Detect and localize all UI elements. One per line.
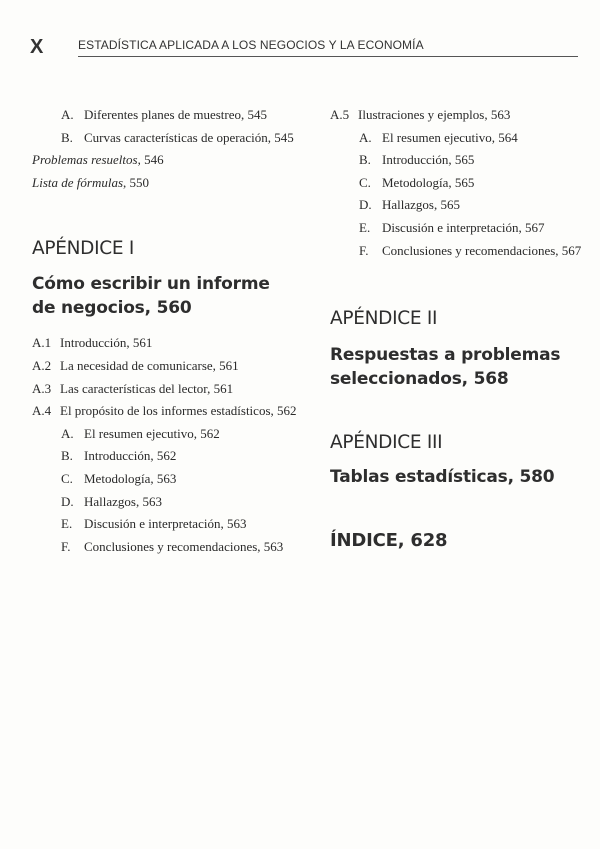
toc-entry: A.4 El propósito de los informes estadísticos, 562 (32, 403, 297, 419)
toc-subentry: A. El resumen ejecutivo, 562 (61, 425, 220, 441)
toc-entry: A.2 La necesidad de comunicarse, 561 (32, 357, 239, 373)
right-column (330, 104, 590, 553)
toc-subentry: F. Conclusiones y recomendaciones, 567 (359, 242, 582, 258)
header-rule (78, 56, 578, 57)
appendix-1-title-line2: de negocios, 560 (32, 298, 192, 319)
appendix-3-title: Tablas estadísticas, 580 (330, 467, 555, 488)
toc-subentry: B. Introducción, 562 (61, 448, 177, 464)
appendix-1-title-line1: Cómo escribir un informe (32, 274, 270, 295)
appendix-2-title-line1: Respuestas a problemas (330, 345, 561, 366)
toc-entry-lista: Lista de fórmulas, 550 (32, 174, 150, 190)
toc-entry: A.3 Las características del lector, 561 (32, 380, 234, 396)
toc-subentry: A. El resumen ejecutivo, 564 (359, 129, 518, 145)
toc-subentry: C. Metodología, 563 (61, 470, 177, 486)
toc-subentry: D. Hallazgos, 563 (61, 493, 162, 509)
page-header (30, 36, 578, 60)
left-column (32, 104, 302, 558)
page-number: X (30, 36, 44, 58)
toc-entry: B. Curvas características de operación, 545 (61, 129, 294, 145)
toc-entry: A.5 Ilustraciones y ejemplos, 563 (330, 107, 511, 122)
appendix-2-heading: APÉNDICE II (330, 308, 438, 330)
toc-subentry: F. Conclusiones y recomendaciones, 563 (61, 538, 284, 554)
toc-subentry: D. Hallazgos, 565 (359, 197, 460, 213)
toc-subentry: B. Introducción, 565 (359, 152, 475, 168)
toc-subentry: E. Discusión e interpretación, 563 (61, 516, 247, 532)
appendix-1-entries (32, 332, 302, 558)
appendix-1-heading: APÉNDICE I (32, 238, 134, 260)
toc-subentry: E. Discusión e interpretación, 567 (359, 219, 545, 235)
toc-entry-problemas: Problemas resueltos, 546 (32, 152, 164, 168)
index-title: ÍNDICE, 628 (330, 530, 448, 552)
toc-subentry: C. Metodología, 565 (359, 174, 475, 190)
toc-entry: A.1 Introducción, 561 (32, 335, 153, 351)
appendix-2-title-line2: seleccionados, 568 (330, 369, 509, 390)
running-title: ESTADÍSTICA APLICADA A LOS NEGOCIOS Y LA ECONOMÍA (78, 38, 424, 52)
appendix-3-heading: APÉNDICE III (330, 432, 443, 454)
toc-entry: A. Diferentes planes de muestreo, 545 (61, 107, 268, 122)
